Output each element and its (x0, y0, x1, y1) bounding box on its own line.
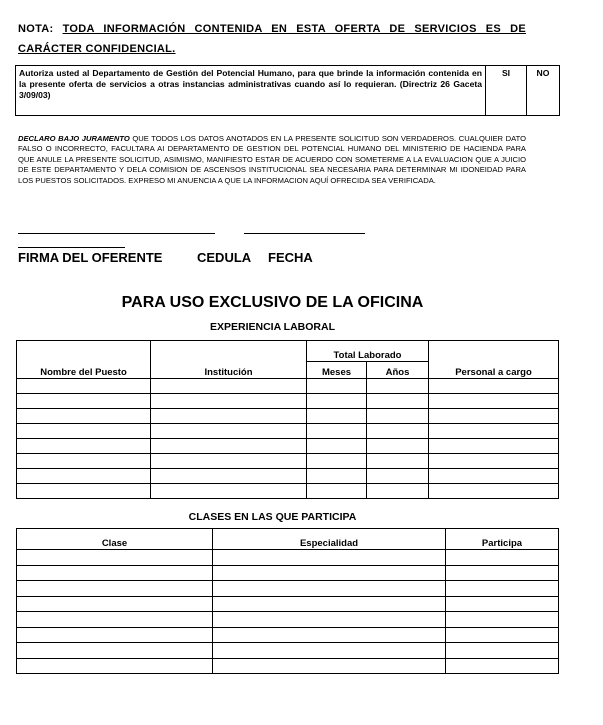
note-prefix: NOTA: (18, 23, 54, 35)
sworn-declaration (18, 134, 526, 186)
table-row[interactable] (17, 581, 559, 597)
table-row[interactable] (17, 658, 559, 674)
classes-table (16, 528, 559, 674)
col-participa: Participa (446, 529, 559, 550)
classes-title: CLASES EN LAS QUE PARTICIPA (188, 511, 357, 523)
confidentiality-note (18, 19, 526, 59)
signature-line[interactable] (18, 233, 215, 234)
col-clase: Clase (17, 529, 213, 550)
option-no[interactable]: NO (527, 66, 560, 116)
col-anios: Años (367, 362, 429, 379)
table-row[interactable] (17, 484, 559, 499)
table-row[interactable] (17, 643, 559, 659)
authorization-text: Autoriza usted al Departamento de Gestión del Potencial Humano, para que brinde la información contenida en la presente oferta de servicios a otras instancias administrativas cuando así lo requieran. (Directriz 26 Gaceta 3/09/03) (16, 66, 486, 116)
signature-underline (18, 247, 125, 248)
experience-title: EXPERIENCIA LABORAL (209, 321, 336, 333)
table-row[interactable] (17, 627, 559, 643)
firma-label: FIRMA DEL OFERENTE (18, 250, 163, 265)
table-row[interactable] (17, 439, 559, 454)
table-row[interactable] (17, 454, 559, 469)
col-puesto: Nombre del Puesto (17, 341, 151, 379)
table-row[interactable] (17, 612, 559, 628)
declaration-lead: DECLARO BAJO JURAMENTO (18, 134, 130, 143)
experience-table (16, 340, 559, 499)
table-row[interactable] (17, 550, 559, 566)
cedula-line[interactable] (244, 233, 365, 234)
table-row[interactable] (17, 379, 559, 394)
col-meses: Meses (307, 362, 367, 379)
col-total: Total Laborado (307, 341, 429, 362)
col-personal: Personal a cargo (429, 341, 559, 379)
table-row[interactable] (17, 596, 559, 612)
authorization-table (15, 65, 560, 116)
table-row[interactable] (17, 424, 559, 439)
table-row[interactable] (17, 409, 559, 424)
office-title: PARA USO EXCLUSIVO DE LA OFICINA (121, 294, 424, 311)
col-especialidad: Especialidad (213, 529, 446, 550)
cedula-label: CEDULA (197, 250, 252, 265)
option-si[interactable]: SI (486, 66, 527, 116)
declaration-body: QUE TODOS LOS DATOS ANOTADOS EN LA PRESENTE SOLICITUD SON VERDADEROS. CUALQUIER DATO FALSO O INCORRECTO, FACULTARA AI DEPARTAMENTO DE GESTION DEL POTENCIAL HUMANO DEL MINISTERIO DE HACIENDA PARA QUE ANULE LA PRESENTE SOLICITUD, ASIMISMO, MANIFIESTO ESTAR DE ACUERDO CON SOMETERME A LA EVALUACION QUE A JUICIO DE ESTE DEPARTAMENTO Y DELA COMISION DE ASCENSOS INSTITUCIONAL SEA NECESARIA PARA DETERMINAR MI IDONEIDAD PARA LOS PUESTOS SOLICITADOS. EXPRESO MI ANUENCIA A QUE LA INFORMACION AQUÍ OFRECIDA SEA VERIFICADA. (18, 134, 526, 185)
col-institucion: Institución (151, 341, 307, 379)
table-row[interactable] (17, 469, 559, 484)
note-text: TODA INFORMACIÓN CONTENIDA EN ESTA OFERTA DE SERVICIOS ES DE CARÁCTER CONFIDENCIAL. (18, 23, 527, 55)
fecha-label: FECHA (268, 250, 313, 265)
table-row[interactable] (17, 565, 559, 581)
table-row[interactable] (17, 394, 559, 409)
